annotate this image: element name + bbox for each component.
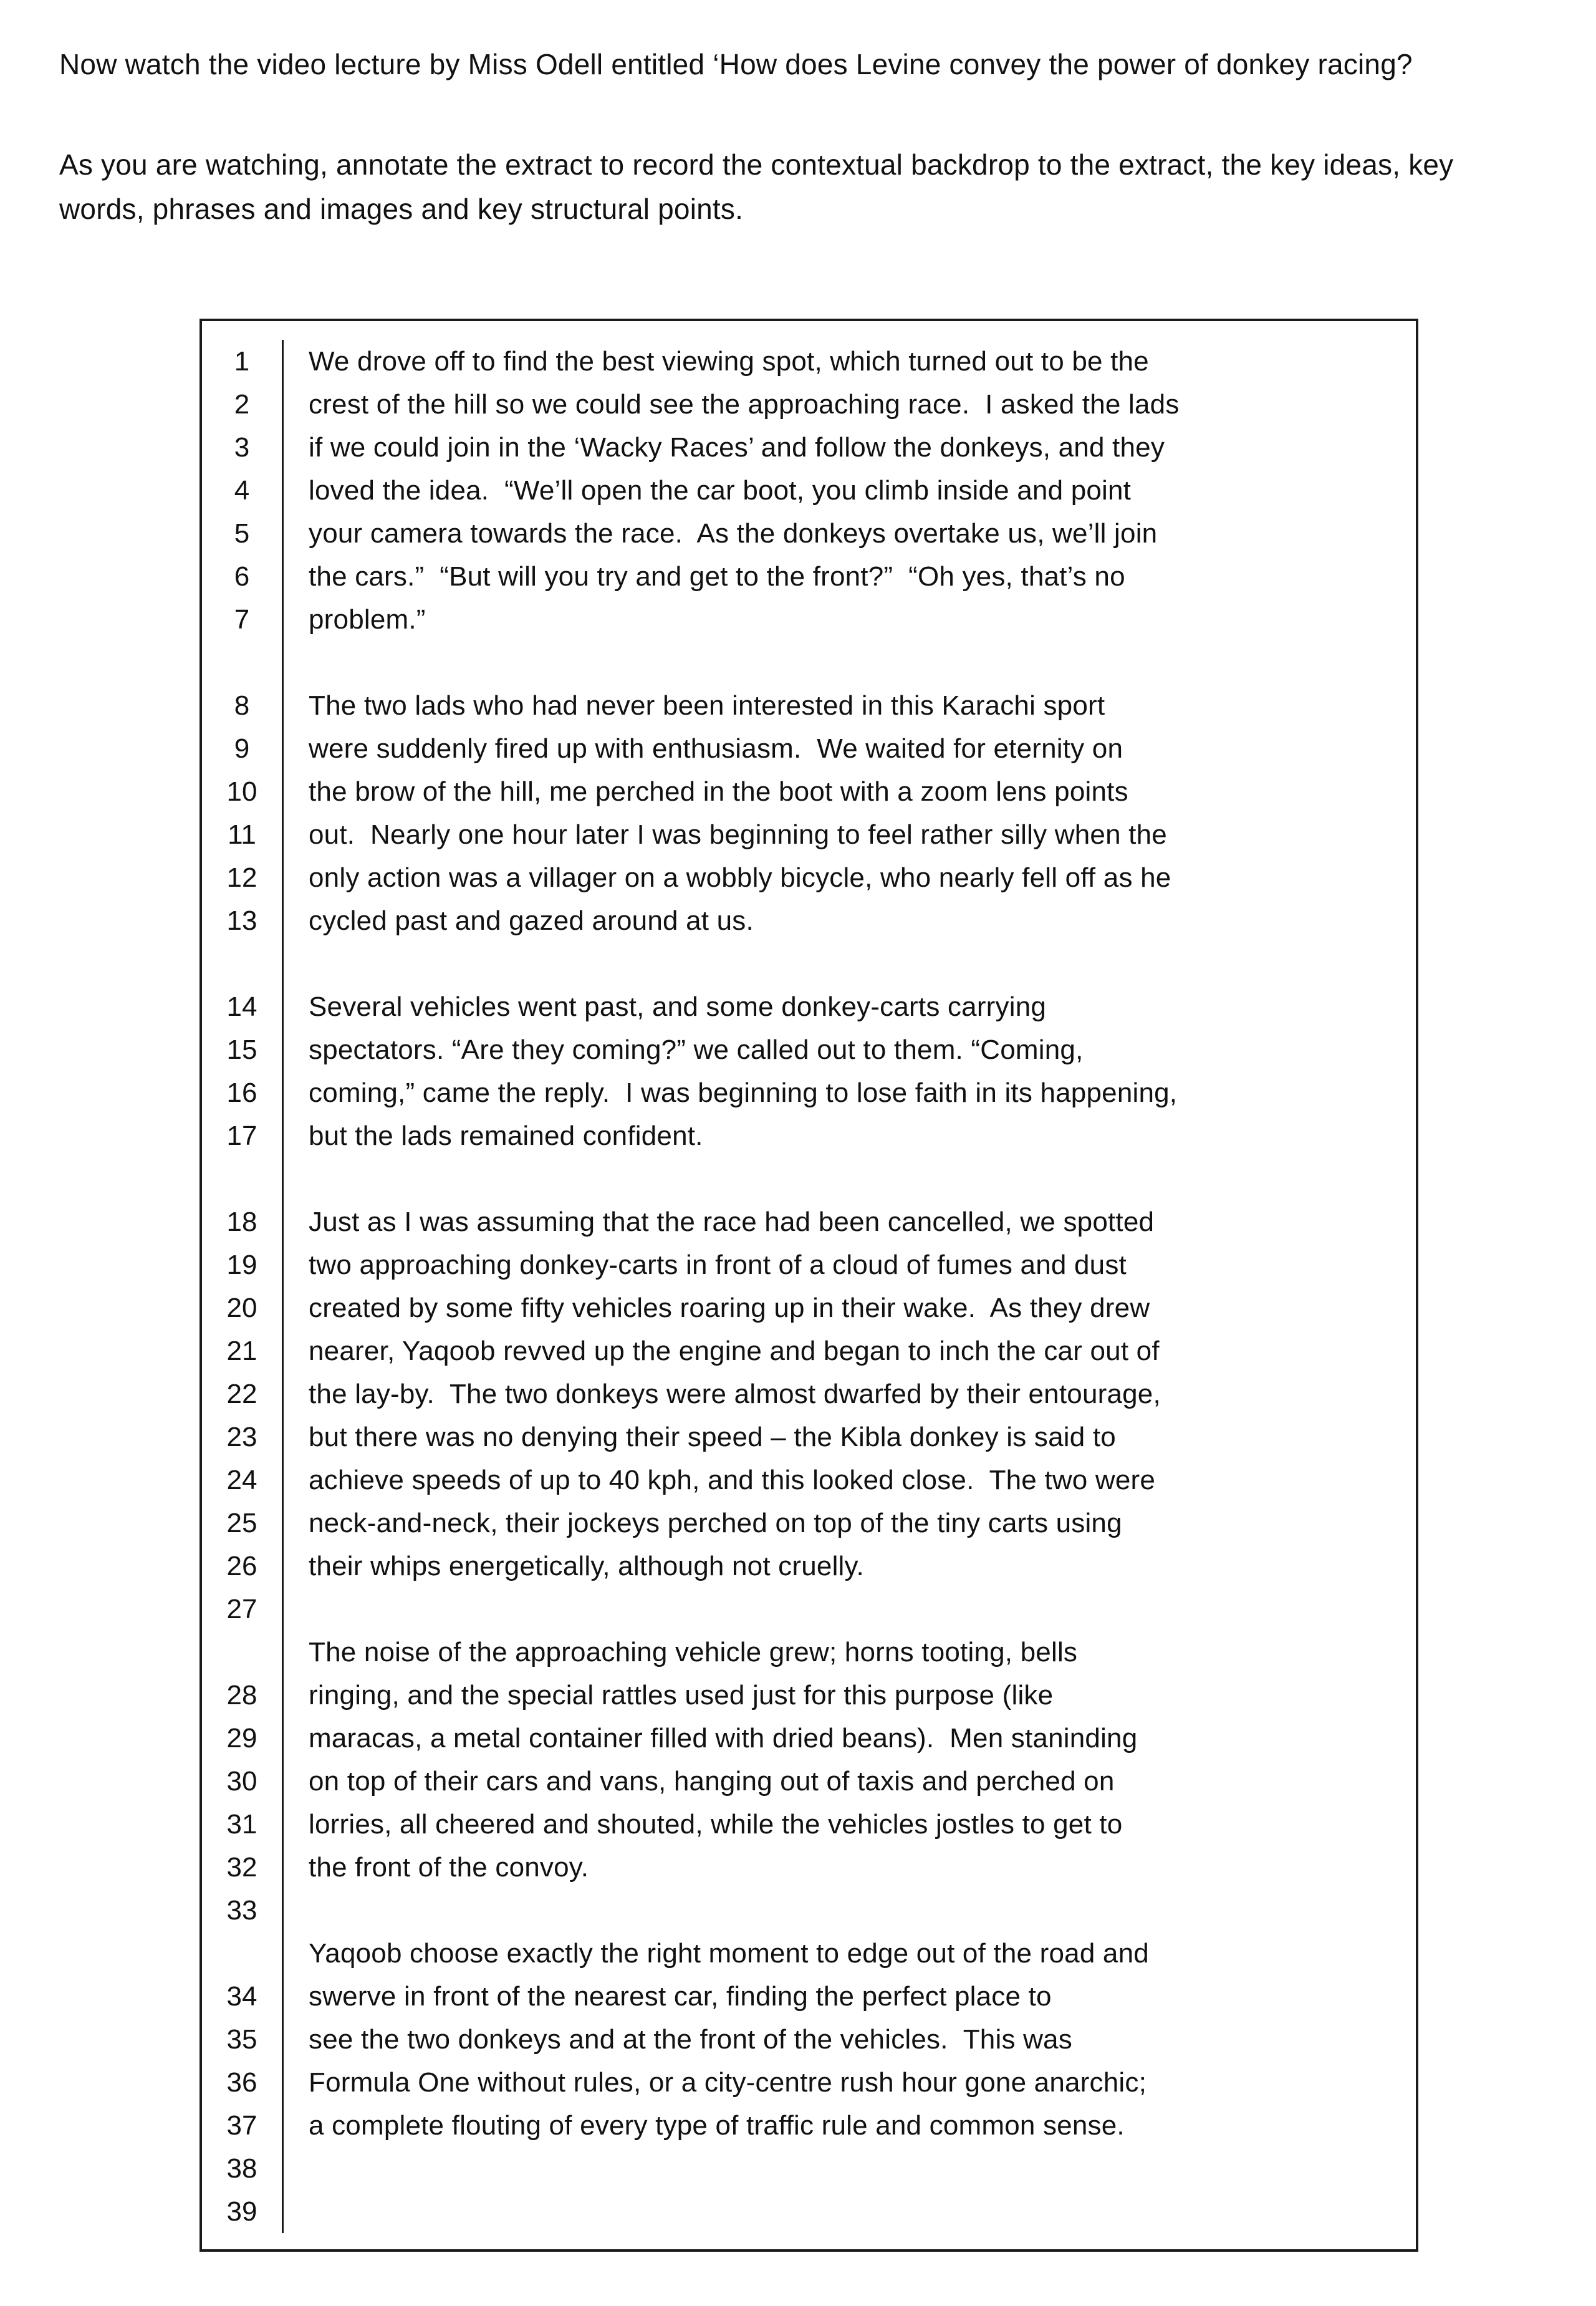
extract-line-row	[202, 2061, 1416, 2104]
line-number: 24	[202, 1459, 284, 1502]
line-text: a complete flouting of every type of traffic rule and common sense.	[309, 2110, 1125, 2141]
extract-line-row	[202, 2104, 1416, 2147]
line-number: 20	[202, 1286, 284, 1329]
instruction-paragraph-2: As you are watching, annotate the extract to record the contextual backdrop to the extract, the key ideas, key words, phrases and images and key structural points.	[59, 148, 1454, 225]
line-number: 11	[202, 813, 284, 856]
line-number: 26	[202, 1545, 284, 1588]
line-number	[202, 1631, 284, 1674]
line-number: 8	[202, 684, 284, 727]
line-text: loved the idea. “We’ll open the car boot, you climb inside and point	[309, 475, 1132, 506]
extract-line-row	[202, 1028, 1416, 1071]
line-text: neck-and-neck, their jockeys perched on top of the tiny carts using	[309, 1508, 1122, 1538]
extract-line-row	[202, 1760, 1416, 1803]
extract-line-row	[202, 985, 1416, 1028]
line-text: maracas, a metal container filled with dried beans). Men staninding	[309, 1723, 1138, 1754]
extract-line-row	[202, 1114, 1416, 1157]
extract-line-row	[202, 2190, 1416, 2233]
extract-line-row	[202, 1329, 1416, 1373]
line-number: 25	[202, 1502, 284, 1545]
extract-line-row	[202, 1071, 1416, 1114]
line-number: 21	[202, 1329, 284, 1373]
line-text: The noise of the approaching vehicle grew; horns tooting, bells	[309, 1637, 1078, 1667]
numbered-extract-box	[200, 319, 1418, 2252]
line-number: 14	[202, 985, 284, 1028]
line-text: lorries, all cheered and shouted, while the vehicles jostles to get to	[309, 1809, 1123, 1840]
line-number: 17	[202, 1114, 284, 1157]
line-number: 32	[202, 1846, 284, 1889]
line-text: coming,” came the reply. I was beginning to lose faith in its happening,	[309, 1078, 1178, 1108]
line-number: 27	[202, 1588, 284, 1631]
extract-line-row	[202, 942, 1416, 985]
extract-line-row	[202, 1588, 1416, 1631]
line-text: cycled past and gazed around at us.	[309, 905, 754, 936]
line-text: on top of their cars and vans, hanging out of taxis and perched on	[309, 1766, 1115, 1797]
line-number: 28	[202, 1674, 284, 1717]
line-number	[202, 641, 284, 684]
extract-line-row	[202, 383, 1416, 426]
extract-rows	[202, 340, 1416, 2233]
line-text: We drove off to find the best viewing spot, which turned out to be the	[309, 346, 1149, 377]
extract-line-row	[202, 1157, 1416, 1200]
line-text: achieve speeds of up to 40 kph, and this looked close. The two were	[309, 1465, 1156, 1495]
extract-line-row	[202, 1975, 1416, 2018]
line-number: 1	[202, 340, 284, 383]
line-text: two approaching donkey-carts in front of a cloud of fumes and dust	[309, 1250, 1127, 1280]
line-number: 33	[202, 1889, 284, 1932]
line-text: problem.”	[309, 604, 426, 635]
extract-line-row	[202, 426, 1416, 469]
extract-line-row	[202, 899, 1416, 942]
line-number	[202, 942, 284, 985]
line-number	[202, 1932, 284, 1975]
extract-line-row	[202, 1674, 1416, 1717]
line-number: 37	[202, 2104, 284, 2147]
extract-line-row	[202, 1545, 1416, 1588]
line-text: Formula One without rules, or a city-centre rush hour gone anarchic;	[309, 2067, 1147, 2098]
line-text: spectators. “Are they coming?” we called out to them. “Coming,	[309, 1035, 1084, 1065]
instructions	[59, 42, 1537, 231]
extract-line-row	[202, 1373, 1416, 1416]
extract-line-row	[202, 1200, 1416, 1243]
extract-line-row	[202, 555, 1416, 598]
line-number: 18	[202, 1200, 284, 1243]
line-number: 4	[202, 469, 284, 512]
extract-line-row	[202, 512, 1416, 555]
line-number: 10	[202, 770, 284, 813]
line-text: out. Nearly one hour later I was beginning to feel rather silly when the	[309, 819, 1167, 850]
line-text: your camera towards the race. As the donkeys overtake us, we’ll join	[309, 518, 1158, 549]
line-number: 12	[202, 856, 284, 899]
extract-line-row	[202, 1502, 1416, 1545]
line-number: 39	[202, 2190, 284, 2233]
extract-line-row	[202, 1286, 1416, 1329]
extract-line-row	[202, 1459, 1416, 1502]
extract-line-row	[202, 1416, 1416, 1459]
line-number: 36	[202, 2061, 284, 2104]
line-number: 31	[202, 1803, 284, 1846]
line-text: nearer, Yaqoob revved up the engine and began to inch the car out of	[309, 1336, 1160, 1366]
line-text: the cars.” “But will you try and get to the front?” “Oh yes, that’s no	[309, 561, 1125, 592]
line-text: swerve in front of the nearest car, finding the perfect place to	[309, 1981, 1052, 2012]
line-number: 13	[202, 899, 284, 942]
extract-line-row	[202, 2018, 1416, 2061]
line-number: 9	[202, 727, 284, 770]
line-text: the brow of the hill, me perched in the boot with a zoom lens points	[309, 776, 1128, 807]
line-number: 29	[202, 1717, 284, 1760]
line-text: the front of the convoy.	[309, 1852, 589, 1883]
line-number: 5	[202, 512, 284, 555]
line-text: ringing, and the special rattles used just for this purpose (like	[309, 1680, 1054, 1710]
line-number: 35	[202, 2018, 284, 2061]
line-text: only action was a villager on a wobbly bicycle, who nearly fell off as he	[309, 862, 1171, 893]
extract-line-row	[202, 684, 1416, 727]
extract-line-row	[202, 1889, 1416, 1932]
line-text: Yaqoob choose exactly the right moment to edge out of the road and	[309, 1938, 1149, 1969]
line-number: 15	[202, 1028, 284, 1071]
line-text: crest of the hill so we could see the approaching race. I asked the lads	[309, 389, 1180, 420]
extract-line-row	[202, 1932, 1416, 1975]
extract-line-row	[202, 598, 1416, 641]
extract-line-row	[202, 727, 1416, 770]
line-number: 22	[202, 1373, 284, 1416]
line-number: 34	[202, 1975, 284, 2018]
extract-line-row	[202, 856, 1416, 899]
line-text: see the two donkeys and at the front of the vehicles. This was	[309, 2024, 1072, 2055]
line-text: created by some fifty vehicles roaring up in their wake. As they drew	[309, 1293, 1150, 1323]
line-number: 2	[202, 383, 284, 426]
line-number: 7	[202, 598, 284, 641]
line-text: Several vehicles went past, and some donkey-carts carrying	[309, 991, 1047, 1022]
line-text: were suddenly fired up with enthusiasm. We waited for eternity on	[309, 733, 1123, 764]
line-number: 30	[202, 1760, 284, 1803]
line-number: 23	[202, 1416, 284, 1459]
extract-line-row	[202, 2147, 1416, 2190]
line-text: if we could join in the ‘Wacky Races’ and follow the donkeys, and they	[309, 432, 1165, 463]
line-number: 6	[202, 555, 284, 598]
line-number	[202, 1157, 284, 1200]
extract-line-row	[202, 1846, 1416, 1889]
line-text: but there was no denying their speed – the Kibla donkey is said to	[309, 1422, 1116, 1452]
extract-line-row	[202, 1243, 1416, 1286]
instruction-paragraph-1: Now watch the video lecture by Miss Odell entitled ‘How does Levine convey the power of donkey racing?	[59, 48, 1413, 80]
line-number: 16	[202, 1071, 284, 1114]
line-text: but the lads remained confident.	[309, 1121, 703, 1151]
line-text: their whips energetically, although not cruelly.	[309, 1551, 864, 1581]
line-number: 38	[202, 2147, 284, 2190]
extract-line-row	[202, 813, 1416, 856]
extract-line-row	[202, 1803, 1416, 1846]
line-text: the lay-by. The two donkeys were almost dwarfed by their entourage,	[309, 1379, 1161, 1409]
extract-line-row	[202, 1631, 1416, 1674]
line-text: The two lads who had never been interested in this Karachi sport	[309, 690, 1105, 721]
extract-line-row	[202, 770, 1416, 813]
line-number: 19	[202, 1243, 284, 1286]
line-text: Just as I was assuming that the race had been cancelled, we spotted	[309, 1207, 1155, 1237]
line-number: 3	[202, 426, 284, 469]
extract-line-row	[202, 469, 1416, 512]
extract-line-row	[202, 340, 1416, 383]
extract-line-row	[202, 1717, 1416, 1760]
extract-line-row	[202, 641, 1416, 684]
